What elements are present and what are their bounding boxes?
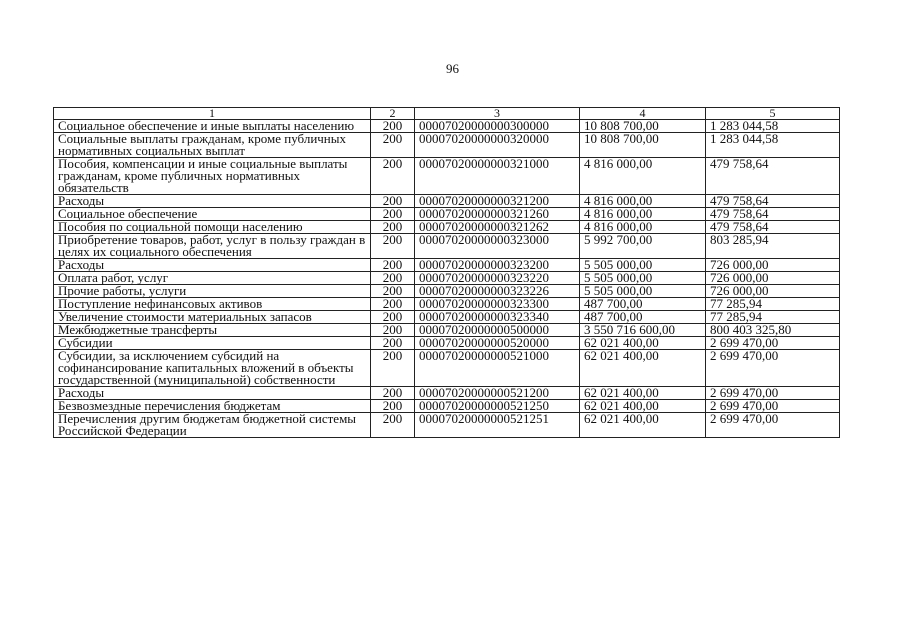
row-name: Увеличение стоимости материальных запасов [54,311,371,324]
header-cell-1: 1 [54,108,371,120]
row-kbk: 00007020000000323220 [415,272,580,285]
row-plan-amount: 5 505 000,00 [580,285,706,298]
row-kbk: 00007020000000323300 [415,298,580,311]
row-kbk: 00007020000000321200 [415,195,580,208]
row-name: Приобретение товаров, работ, услуг в пользу граждан в целях их социального обеспечения [54,234,371,259]
row-fact-amount: 1 283 044,58 [706,133,840,158]
row-fact-amount: 726 000,00 [706,259,840,272]
row-code: 200 [371,400,415,413]
row-plan-amount: 4 816 000,00 [580,158,706,195]
row-name: Прочие работы, услуги [54,285,371,298]
row-code: 200 [371,311,415,324]
row-fact-amount: 479 758,64 [706,195,840,208]
row-name: Социальные выплаты гражданам, кроме публичных нормативных социальных выплат [54,133,371,158]
row-plan-amount: 62 021 400,00 [580,413,706,438]
row-name: Пособия по социальной помощи населению [54,221,371,234]
row-plan-amount: 10 808 700,00 [580,120,706,133]
budget-table [53,107,840,438]
row-code: 200 [371,259,415,272]
row-fact-amount: 726 000,00 [706,272,840,285]
row-fact-amount: 479 758,64 [706,208,840,221]
header-cell-3: 3 [415,108,580,120]
row-name: Оплата работ, услуг [54,272,371,285]
row-plan-amount: 5 992 700,00 [580,234,706,259]
row-kbk: 00007020000000321000 [415,158,580,195]
row-code: 200 [371,387,415,400]
row-name: Расходы [54,195,371,208]
row-plan-amount: 4 816 000,00 [580,195,706,208]
row-name: Расходы [54,387,371,400]
header-cell-2: 2 [371,108,415,120]
row-plan-amount: 4 816 000,00 [580,208,706,221]
row-kbk: 00007020000000521000 [415,350,580,387]
row-plan-amount: 62 021 400,00 [580,400,706,413]
row-code: 200 [371,208,415,221]
row-code: 200 [371,324,415,337]
row-code: 200 [371,272,415,285]
row-fact-amount: 479 758,64 [706,158,840,195]
row-kbk: 00007020000000520000 [415,337,580,350]
row-code: 200 [371,413,415,438]
row-plan-amount: 10 808 700,00 [580,133,706,158]
row-code: 200 [371,195,415,208]
row-plan-amount: 62 021 400,00 [580,350,706,387]
row-plan-amount: 4 816 000,00 [580,221,706,234]
row-fact-amount: 2 699 470,00 [706,400,840,413]
row-fact-amount: 77 285,94 [706,311,840,324]
row-plan-amount: 3 550 716 600,00 [580,324,706,337]
row-name: Перечисления другим бюджетам бюджетной системы Российской Федерации [54,413,371,438]
row-code: 200 [371,158,415,195]
page-number: 96 [446,61,459,76]
row-fact-amount: 2 699 470,00 [706,413,840,438]
row-code: 200 [371,350,415,387]
row-name: Субсидии [54,337,371,350]
header-cell-5: 5 [706,108,840,120]
table-row [54,234,840,259]
table-row [54,413,840,438]
row-fact-amount: 803 285,94 [706,234,840,259]
row-code: 200 [371,337,415,350]
row-fact-amount: 2 699 470,00 [706,387,840,400]
row-kbk: 00007020000000323000 [415,234,580,259]
row-plan-amount: 5 505 000,00 [580,272,706,285]
row-fact-amount: 479 758,64 [706,221,840,234]
row-name: Межбюджетные трансферты [54,324,371,337]
row-code: 200 [371,234,415,259]
row-code: 200 [371,221,415,234]
row-fact-amount: 2 699 470,00 [706,350,840,387]
row-fact-amount: 726 000,00 [706,285,840,298]
row-kbk: 00007020000000521250 [415,400,580,413]
row-kbk: 00007020000000521200 [415,387,580,400]
row-name: Расходы [54,259,371,272]
row-name: Пособия, компенсации и иные социальные выплаты гражданам, кроме публичных нормативных обязательств [54,158,371,195]
row-kbk: 00007020000000323340 [415,311,580,324]
row-fact-amount: 2 699 470,00 [706,337,840,350]
row-name: Безвозмездные перечисления бюджетам [54,400,371,413]
row-code: 200 [371,133,415,158]
row-kbk: 00007020000000323226 [415,285,580,298]
row-plan-amount: 487 700,00 [580,298,706,311]
row-kbk: 00007020000000521251 [415,413,580,438]
row-name: Поступление нефинансовых активов [54,298,371,311]
row-plan-amount: 62 021 400,00 [580,337,706,350]
row-kbk: 00007020000000500000 [415,324,580,337]
row-fact-amount: 1 283 044,58 [706,120,840,133]
row-code: 200 [371,120,415,133]
row-kbk: 00007020000000323200 [415,259,580,272]
table-row [54,133,840,158]
row-code: 200 [371,298,415,311]
row-name: Социальное обеспечение и иные выплаты населению [54,120,371,133]
row-kbk: 00007020000000321260 [415,208,580,221]
row-fact-amount: 800 403 325,80 [706,324,840,337]
row-kbk: 00007020000000300000 [415,120,580,133]
row-plan-amount: 5 505 000,00 [580,259,706,272]
header-cell-4: 4 [580,108,706,120]
table-row [54,350,840,387]
row-kbk: 00007020000000321262 [415,221,580,234]
row-plan-amount: 62 021 400,00 [580,387,706,400]
row-plan-amount: 487 700,00 [580,311,706,324]
row-code: 200 [371,285,415,298]
table-row [54,158,840,195]
row-name: Субсидии, за исключением субсидий на софинансирование капитальных вложений в объекты государственной (муниципальной) собственности [54,350,371,387]
row-kbk: 00007020000000320000 [415,133,580,158]
row-fact-amount: 77 285,94 [706,298,840,311]
row-name: Социальное обеспечение [54,208,371,221]
